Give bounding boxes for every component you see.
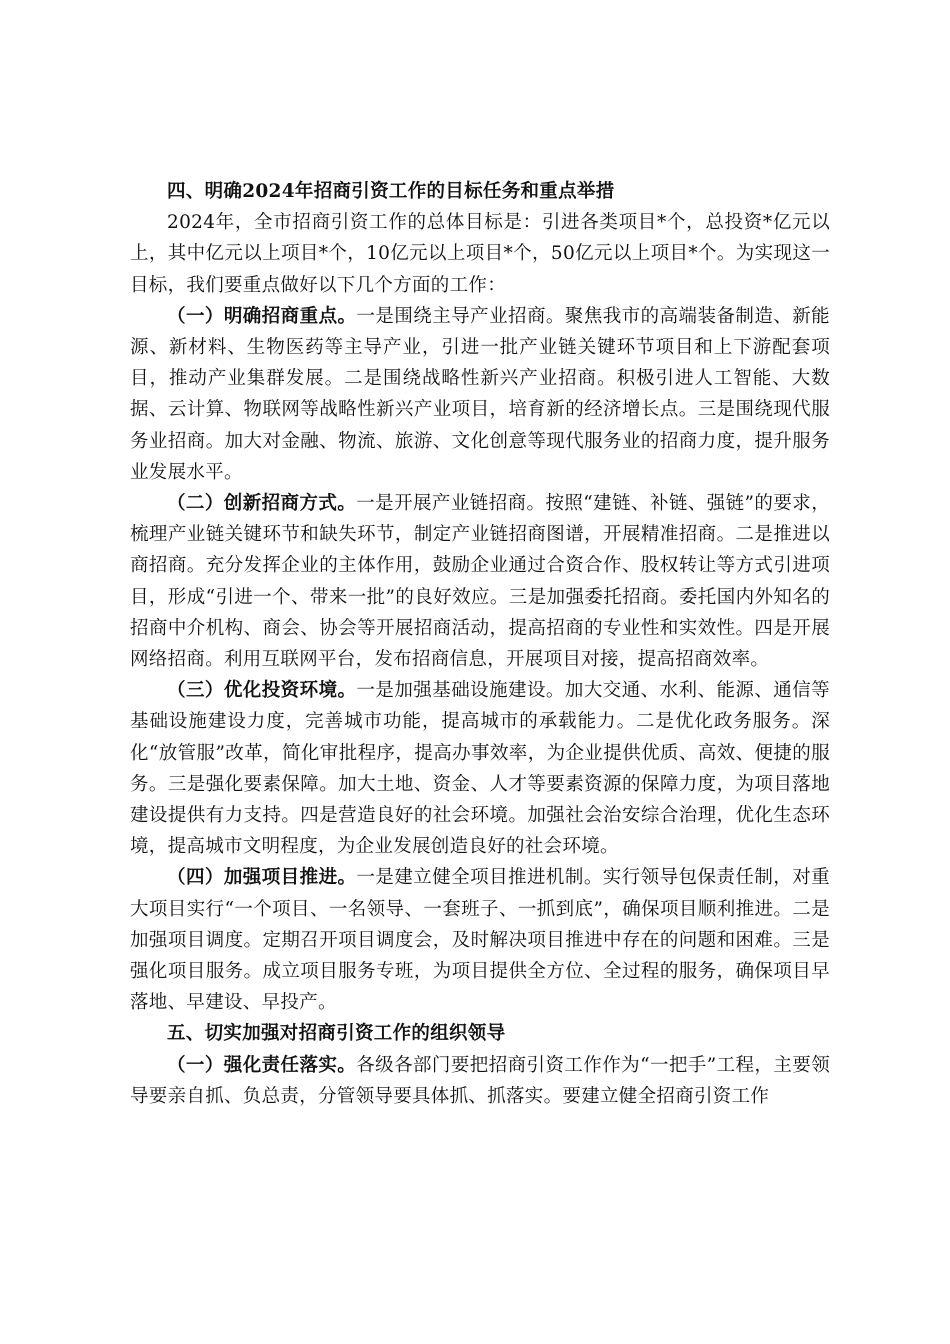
section-4-item-4 <box>130 862 830 1018</box>
section-4-intro: 2024年，全市招商引资工作的总体目标是：引进各类项目*个，总投资*亿元以上，其中亿元以上项目*个，10亿元以上项目*个，50亿元以上项目*个。为实现这一目标，我们要重点做好以下几个方面的工作： <box>130 212 830 296</box>
item-body: 一是开展产业链招商。按照“建链、补链、强链”的要求，梳理产业链关键环节和缺失环节，制定产业链招商图谱，开展精准招商。二是推进以商招商。充分发挥企业的主体作用，鼓励企业通过合资合作、股权转让等方式引进项目，形成“引进一个、带来一批”的良好效应。三是加强委托招商。委托国内外知名的招商中介机构、商会、协会等开展招商活动，提高招商的专业性和实效性。四是开展网络招商。利用互联网平台，发布招商信息，开展项目对接，提高招商效率。 <box>130 493 830 671</box>
item-body: 一是围绕主导产业招商。聚焦我市的高端装备制造、新能源、新材料、生物医药等主导产业，引进一批产业链关键环节项目和上下游配套项目，推动产业集群发展。二是围绕战略性新兴产业招商。积极引进人工智能、大数据、云计算、物联网等战略性新兴产业项目，培育新的经济增长点。三是围绕现代服务业招商。加大对金融、物流、旅游、文化创意等现代服务业的招商力度，提升服务业发展水平。 <box>130 305 830 483</box>
section-4-item-1 <box>130 301 830 488</box>
section-4-heading: 四、明确2024年招商引资工作的目标任务和重点举措 <box>167 181 615 202</box>
item-lead: （四）加强项目推进。 <box>167 867 357 889</box>
item-lead: （一）明确招商重点。 <box>167 305 357 327</box>
item-body: 一是建立健全项目推进机制。实行领导包保责任制，对重大项目实行“一个项目、一名领导、一套班子、一抓到底”，确保项目顺利推进。二是加强项目调度。定期召开项目调度会，及时解决项目推进中存在的问题和困难。三是强化项目服务。成立项目服务专班，为项目提供全方位、全过程的服务，确保项目早落地、早建设、早投产。 <box>130 867 830 1014</box>
section-4-item-2 <box>130 488 830 675</box>
section-5-heading: 五、切实加强对招商引资工作的组织领导 <box>167 1023 506 1045</box>
item-body: 各级各部门要把招商引资工作作为“一把手”工程，主要领导要亲自抓、负总责，分管领导要具体抓、抓落实。要建立健全招商引资工作 <box>130 1054 830 1107</box>
item-lead: （二）创新招商方式。 <box>167 493 357 515</box>
item-lead: （一）强化责任落实。 <box>167 1054 357 1076</box>
section-5-item-1 <box>130 1050 830 1112</box>
document-page <box>130 176 830 1112</box>
section-4-item-3 <box>130 675 830 862</box>
item-body: 一是加强基础设施建设。加大交通、水利、能源、通信等基础设施建设力度，完善城市功能，提高城市的承载能力。二是优化政务服务。深化“放管服”改革，简化审批程序，提高办事效率，为企业提供优质、高效、便捷的服务。三是强化要素保障。加大土地、资金、人才等要素资源的保障力度，为项目落地建设提供有力支持。四是营造良好的社会环境。加强社会治安综合治理，优化生态环境，提高城市文明程度，为企业发展创造良好的社会环境。 <box>130 680 830 858</box>
item-lead: （三）优化投资环境。 <box>167 680 357 702</box>
